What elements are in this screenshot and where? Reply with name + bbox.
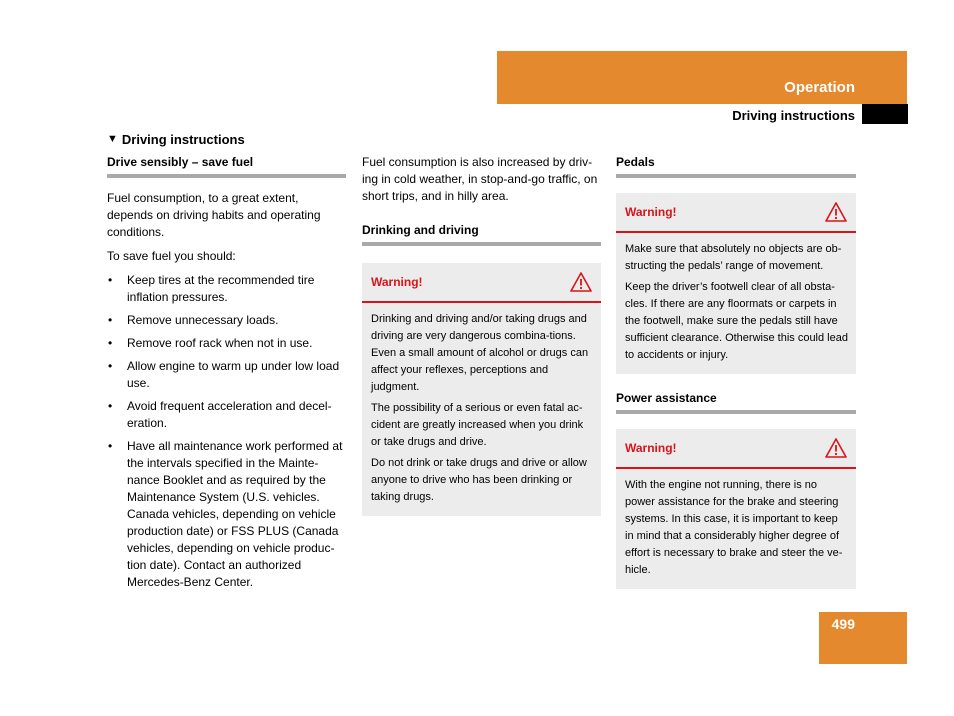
warning-label: Warning! bbox=[625, 204, 677, 219]
header-bar bbox=[497, 51, 907, 104]
subheading-pedals: Pedals bbox=[616, 154, 856, 178]
bullet-icon: • bbox=[108, 359, 113, 373]
list-item: • Remove unnecessary loads. bbox=[108, 313, 279, 327]
warning-text: With the engine not running, there is no power assistance for the brake and steering systems. In this case, it is important to keep in mind that a considerably higher degree of effort is necessary to brake and steer the ve-hicle. bbox=[625, 479, 843, 576]
warning-triangle-icon bbox=[570, 272, 592, 292]
warning-header bbox=[616, 429, 856, 469]
warning-text: Drinking and driving and/or taking drugs and driving are very dangerous combina-tions. Even a small amount of alcohol or drugs can affect your reflexes, perceptions and judgment. bbox=[371, 313, 589, 393]
page-number: 499 bbox=[831, 616, 855, 632]
list-item: • Keep tires at the recommended tire inflation pressures. bbox=[108, 273, 315, 304]
warning-box-drinking bbox=[362, 263, 601, 516]
warning-text: Make sure that absolutely no objects are ob-structing the pedals’ range of movement. bbox=[625, 243, 842, 272]
column-1 bbox=[107, 131, 346, 597]
warning-triangle-icon bbox=[825, 202, 847, 222]
warning-label: Warning! bbox=[371, 274, 423, 289]
fuel-tips-list bbox=[107, 272, 346, 591]
warning-header bbox=[616, 193, 856, 233]
warning-body bbox=[616, 233, 856, 374]
section-title: Operation bbox=[784, 79, 855, 96]
page-heading bbox=[107, 131, 346, 148]
warning-body bbox=[362, 303, 601, 516]
warning-label: Warning! bbox=[625, 440, 677, 455]
bullet-icon: • bbox=[108, 439, 113, 453]
list-item: • Allow engine to warm up under low load use. bbox=[108, 359, 340, 390]
column-2 bbox=[362, 154, 601, 530]
list-item: • Avoid frequent acceleration and decel-eration. bbox=[108, 399, 332, 430]
bullet-icon: • bbox=[108, 313, 113, 327]
bullet-icon: • bbox=[108, 273, 113, 287]
warning-triangle-icon bbox=[825, 438, 847, 458]
page-heading-text: Driving instructions bbox=[121, 132, 245, 147]
paragraph: Fuel consumption is also increased by driv-ing in cold weather, in stop-and-go traffic, on short trips, and in hilly area. bbox=[362, 155, 598, 203]
warning-text: Keep the driver’s footwell clear of all obsta-cles. If there are any floormats or carpets in the footwell, make sure the pedals still have sufficient clearance. Otherwise this could lead to accidents or injury. bbox=[625, 281, 848, 361]
paragraph: To save fuel you should: bbox=[107, 249, 236, 263]
bullet-icon: • bbox=[108, 336, 113, 350]
subheading-drinking-driving: Drinking and driving bbox=[362, 222, 601, 246]
header-tab-marker bbox=[862, 104, 908, 124]
paragraph: Fuel consumption, to a great extent, depends on driving habits and operating conditions. bbox=[107, 191, 321, 239]
list-item: • Have all maintenance work performed at the intervals specified in the Mainte-nance Booklet and as required by the Maintenance System (U.S. vehicles. Canada vehicles, depending on vehicle production date) or FSS PLUS (Canada vehicles, depending on vehicle produc-tion date). Contact an authorized Mercedes-Benz Center. bbox=[108, 439, 343, 589]
warning-box-power-assistance bbox=[616, 429, 856, 589]
warning-box-pedals bbox=[616, 193, 856, 374]
warning-text: The possibility of a serious or even fatal ac-cident are greatly increased when you drink or take drugs and drive. bbox=[371, 402, 584, 448]
subsection-title: Driving instructions bbox=[732, 108, 855, 123]
triangle-down-icon: ▼ bbox=[107, 133, 118, 145]
bullet-icon: • bbox=[108, 399, 113, 413]
warning-text: Do not drink or take drugs and drive or allow anyone to drive who has been drinking or taking drugs. bbox=[371, 457, 587, 503]
subheading-power-assistance: Power assistance bbox=[616, 390, 856, 414]
column-3 bbox=[616, 154, 856, 603]
warning-header bbox=[362, 263, 601, 303]
warning-body bbox=[616, 469, 856, 589]
subheading-save-fuel: Drive sensibly – save fuel bbox=[107, 154, 346, 178]
list-item: • Remove roof rack when not in use. bbox=[108, 336, 313, 350]
